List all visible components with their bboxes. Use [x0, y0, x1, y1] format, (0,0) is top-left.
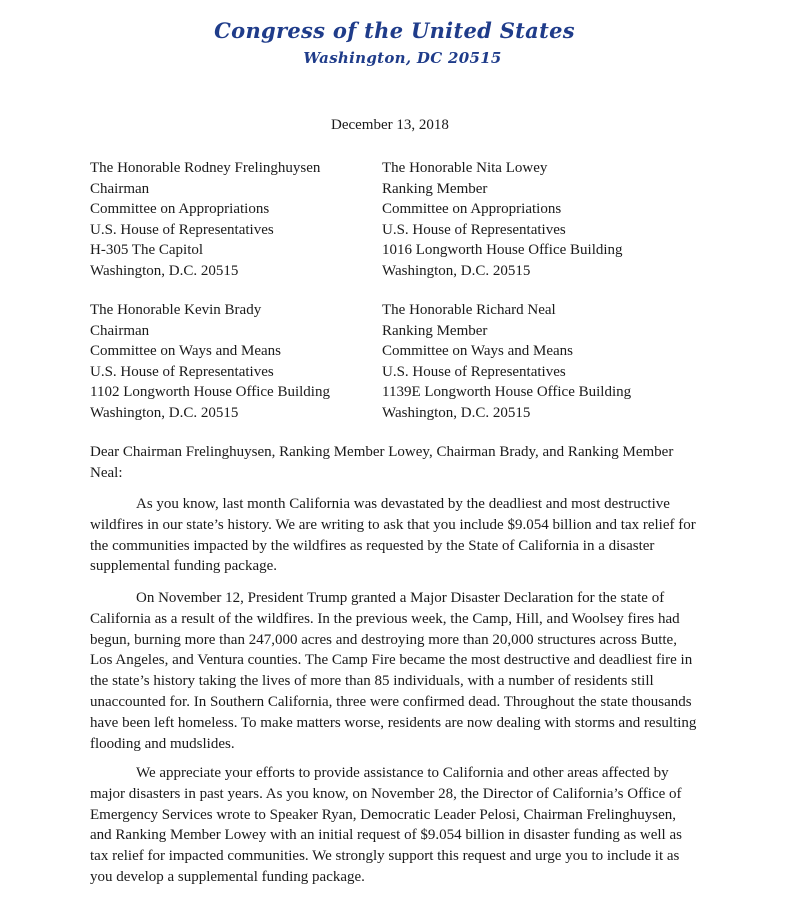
- address-line: Washington, D.C. 20515: [382, 404, 531, 421]
- address-line: Ranking Member: [382, 180, 488, 197]
- letter-date: December 13, 2018: [331, 117, 449, 133]
- address-line: H-305 The Capitol: [90, 242, 204, 259]
- body-paragraph: On November 12, President Trump granted a Major Disaster Declaration for the state of California as a result of the wildfires. In the previous week, the Camp, Hill, and Woolsey fires had begun, burning more than 247,000 acres and destroying more than 20,000 structures across Butte, Los Angeles, and Ventura counties. The Camp Fire became the most destructive and deadliest fire in the state’s history taking the lives of more than 85 individuals, with a number of residents still unaccounted for. In Southern California, three were confirmed dead. Throughout the state thousands have been left homeless. To make matters worse, residents are now dealing with storms and resulting flooding and mudslides.: [90, 590, 697, 752]
- letterhead-title: Congress of the United States: [214, 18, 575, 43]
- address-line: Washington, D.C. 20515: [90, 262, 239, 279]
- address-line: U.S. House of Representatives: [90, 221, 274, 238]
- address-line: Committee on Ways and Means: [382, 343, 573, 360]
- letterhead-subtitle: Washington, DC 20515: [303, 49, 502, 67]
- address-line: Washington, D.C. 20515: [382, 262, 531, 279]
- address-line: Committee on Appropriations: [382, 201, 562, 218]
- address-line: 1139E Longworth House Office Building: [382, 384, 632, 401]
- address-line: Committee on Appropriations: [90, 201, 270, 218]
- address-line: The Honorable Nita Lowey: [382, 160, 548, 176]
- recipient-address-frelinghuysen: [90, 158, 320, 282]
- body-paragraph: As you know, last month California was devastated by the deadliest and most destructive wildfires in our state’s history. We are writing to ask that you include $9.054 billion and tax relief for the communities impacted by the wildfires as requested by the State of California in a disaster supplemental funding package.: [90, 496, 696, 575]
- address-line: U.S. House of Representatives: [90, 363, 274, 380]
- address-line: Ranking Member: [382, 322, 488, 339]
- address-line: Chairman: [90, 322, 150, 339]
- salutation: Dear Chairman Frelinghuysen, Ranking Member Lowey, Chairman Brady, and Ranking Member Neal:: [90, 444, 674, 481]
- address-line: The Honorable Rodney Frelinghuysen: [90, 160, 321, 176]
- address-line: U.S. House of Representatives: [382, 221, 566, 238]
- address-line: Committee on Ways and Means: [90, 343, 281, 360]
- recipient-address-lowey: [382, 158, 623, 282]
- address-line: The Honorable Richard Neal: [382, 302, 556, 318]
- recipient-address-brady: [90, 300, 330, 424]
- address-line: Chairman: [90, 180, 150, 197]
- body-paragraph: We appreciate your efforts to provide assistance to California and other areas affected by major disasters in past years. As you know, on November 28, the Director of California’s Office of Emergency Services wrote to Speaker Ryan, Democratic Leader Pelosi, Chairman Frelinghuysen, and Ranking Member Lowey with an initial request of $9.054 billion in disaster funding as well as tax relief for impacted communities. We strongly support this request and urge you to include it as you develop a supplemental funding package.: [90, 765, 682, 885]
- recipient-address-neal: [382, 300, 631, 424]
- address-line: Washington, D.C. 20515: [90, 404, 239, 421]
- address-line: 1102 Longworth House Office Building: [90, 384, 330, 401]
- address-line: U.S. House of Representatives: [382, 363, 566, 380]
- address-line: 1016 Longworth House Office Building: [382, 242, 623, 259]
- address-line: The Honorable Kevin Brady: [90, 302, 262, 318]
